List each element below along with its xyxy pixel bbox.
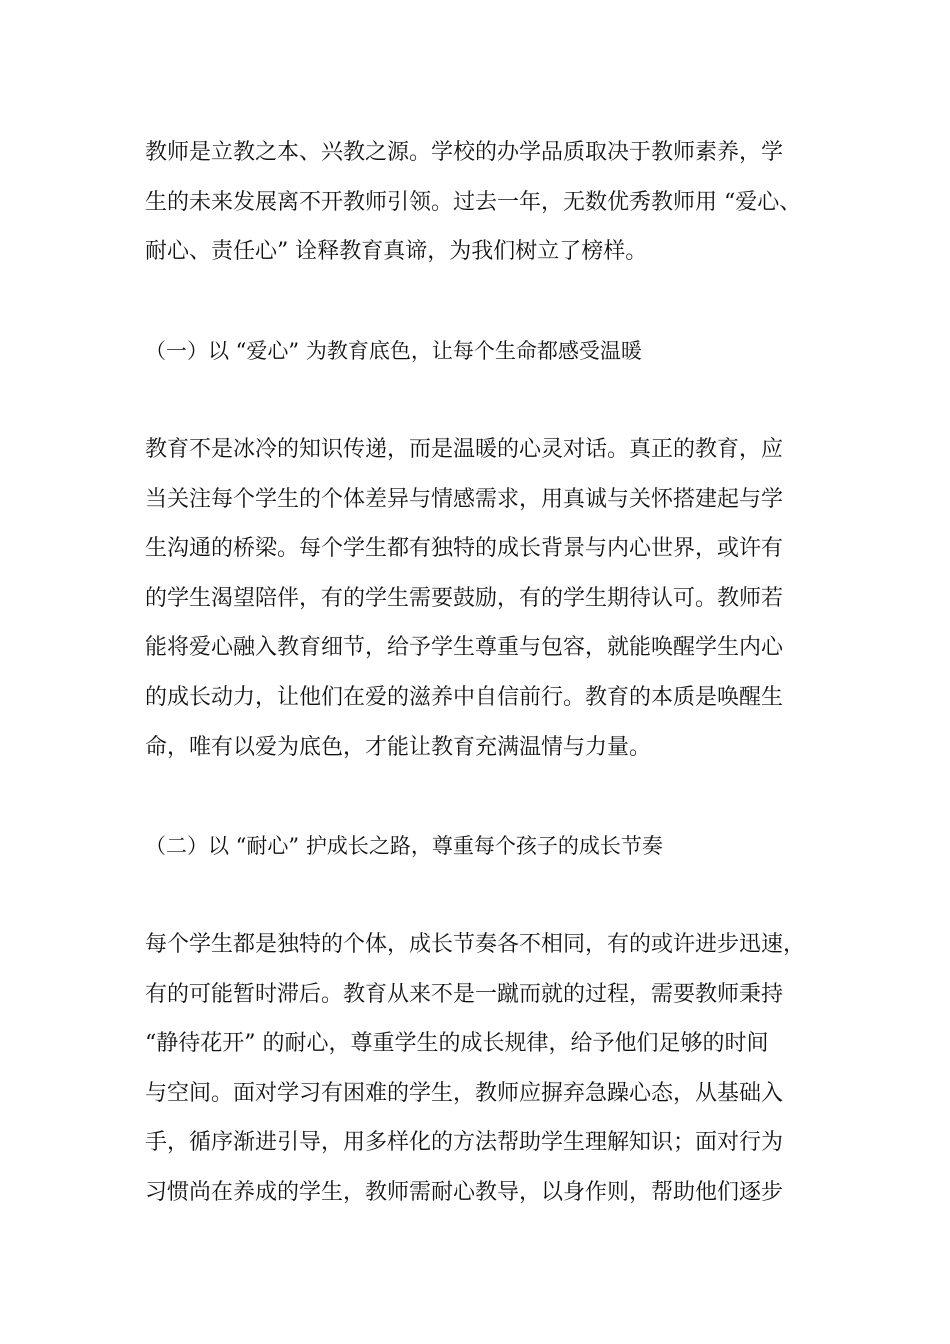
section-heading: （一）以 “爱心” 为教育底色，让每个生命都感受温暖	[145, 339, 642, 363]
section-heading: （二）以 “耐心” 护成长之路，尊重每个孩子的成长节奏	[145, 834, 663, 858]
paragraph-line: 的成长动力，让他们在爱的滋养中自信前行。教育的本质是唤醒生	[145, 684, 784, 710]
paragraph-line: “静待花开” 的耐心，尊重学生的成长规律，给予他们足够的时间	[145, 1031, 769, 1057]
paragraph-line: 耐心、责任心” 诠释教育真谛，为我们树立了榜样。	[145, 239, 648, 265]
paragraph-patience	[145, 920, 825, 1218]
paragraph-line: 当关注每个学生的个体差异与情感需求，用真诚与关怀搭建起与学	[145, 486, 784, 512]
paragraph-intro	[145, 128, 825, 277]
paragraph-line: 生沟通的桥梁。每个学生都有独特的成长背景与内心世界，或许有	[145, 536, 784, 562]
paragraph-line: 能将爱心融入教育细节，给予学生尊重与包容，就能唤醒学生内心	[145, 635, 784, 661]
paragraph-line: 教育不是冰冷的知识传递，而是温暖的心灵对话。真正的教育，应	[145, 437, 784, 462]
paragraph-line: 的学生渴望陪伴，有的学生需要鼓励，有的学生期待认可。教师若	[145, 585, 784, 611]
paragraph-line: 习惯尚在养成的学生，教师需耐心教导，以身作则，帮助他们逐步	[145, 1179, 784, 1205]
paragraph-line: 生的未来发展离不开教师引领。过去一年，无数优秀教师用 “爱心、	[145, 189, 802, 215]
paragraph-line: 教师是立教之本、兴教之源。学校的办学品质取决于教师素养，学	[145, 140, 784, 165]
section-heading-love	[145, 327, 825, 377]
paragraph-line: 有的可能暂时滞后。教育从来不是一蹴而就的过程，需要教师秉持	[145, 981, 784, 1007]
paragraph-line: 与空间。面对学习有困难的学生，教师应摒弃急躁心态，从基础入	[145, 1080, 784, 1106]
paragraph-line: 命，唯有以爱为底色，才能让教育充满温情与力量。	[145, 734, 652, 760]
section-heading-patience	[145, 822, 825, 872]
paragraph-line: 手，循序渐进引导，用多样化的方法帮助学生理解知识；面对行为	[145, 1130, 784, 1156]
paragraph-love	[145, 425, 825, 772]
paragraph-line: 每个学生都是独特的个体，成长节奏各不相同，有的或许进步迅速，	[145, 932, 806, 957]
